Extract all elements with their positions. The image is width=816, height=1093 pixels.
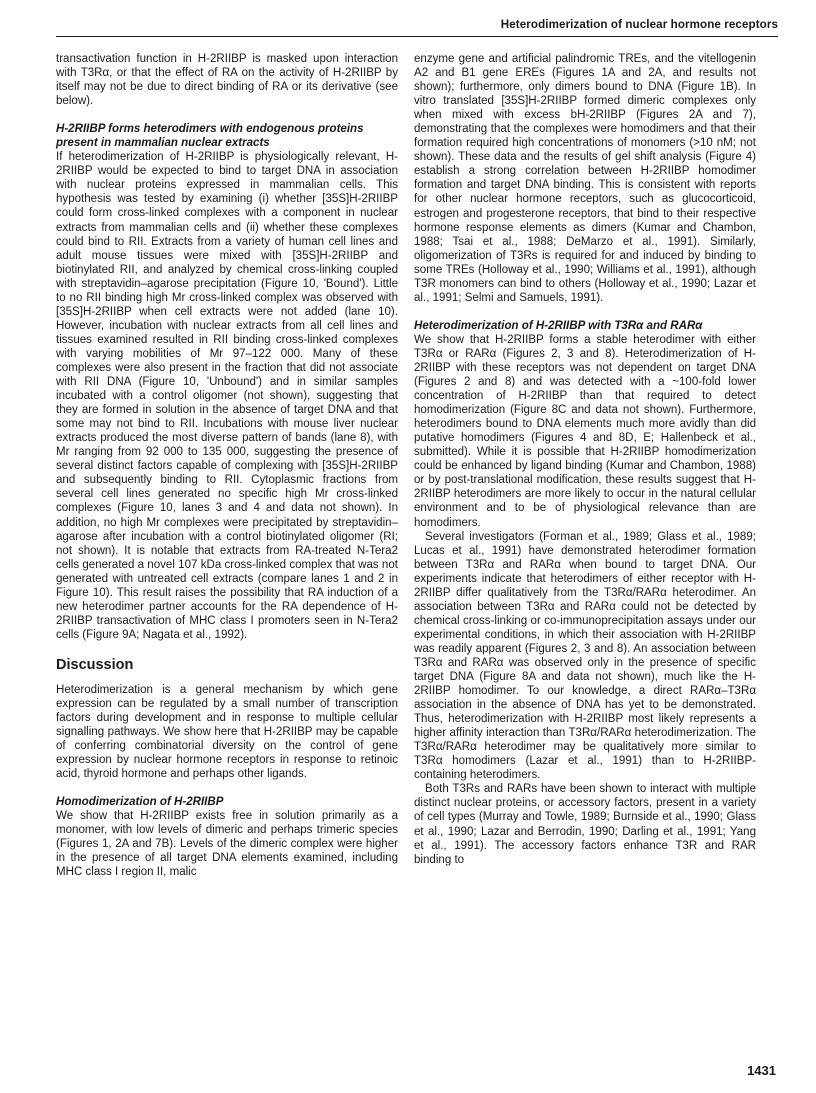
paragraph-intro: transactivation function in H-2RIIBP is masked upon interaction with T3Rα, or that the effect of RA on the activity of H-2RIIBP by itself may not be due to direct binding of RA or its derivative (see below). — [56, 53, 398, 108]
paragraph-discussion-1: Heterodimerization is a general mechanism by which gene expression can be regulated by a small number of transcription factors during development and in response to multiple cellular signalling pathways. We show here that H-2RIIBP may be capable of conferring combinatorial diversity on the control of gene expression by nuclear hormone receptors in response to retinoic acid, thyroid hormone and perhaps other ligands. — [56, 683, 398, 781]
paragraph-endogenous-1: If heterodimerization of H-2RIIBP is physiologically relevant, H-2RIIBP would be expected to bind to target DNA in association with nuclear proteins expressed in mammalian cells. This hypothesis was tested by examining (i) whether [35S]H-2RIIBP could form cross-linked complexes with a component in nuclear extracts from mammalian cells and (ii) whether these complexes could bind to RII. Extracts from a variety of human cell lines and adult mouse tissues were mixed with [35S]H-2RIIBP and biotinylated RII, and analyzed by chemical cross-linking coupled with streptavidin–agarose precipitation (Figure 10, 'Bound'). Little to no RII binding high Mr cross-linked complex was observed with [35S]H-2RIIBP when cell extracts were not added (lane 10). However, incubation with nuclear extracts from all cell lines and tissues examined resulted in RII binding cross-linked complexes with varying mobilities of Mr 97–122 000. Many of these complexes were also present in the fraction that did not associate with RII DNA (Figure 10, 'Unbound') and in similar samples incubated with a control oligomer (not shown), suggesting that they are formed in solution in the absence of target DNA and that some may not bind to RII. Incubations with mouse liver nuclear extracts produced the most diverse pattern of bands (lane 8), with Mr ranging from 92 000 to 135 000, suggesting the presence of several distinct factors capable of complexing with [35S]H-2RIIBP and subsequently binding to RII. Cytoplasmic fractions from several cell lines generated no specific high Mr cross-linked complexes (Figure 10, lanes 3 and 4 and data not shown). In addition, no high Mr complexes were precipitated by streptavidin–agarose after incubation with a control biotinylated oligomer (RI; not shown). It is notable that extracts from RA-treated N-Tera2 cells generated a novel 107 kDa cross-linked complex that was not generated with untreated cell extracts (compare lanes 1 and 2 in Figure 10). This result raises the possibility that RA induction of a new heterodimer partner accounts for the RA dependence of H-2RIIBP transactivation of MHC class I promoters seen in N-Tera2 cells (Figure 9A; Nagata et al., 1992). — [56, 151, 398, 641]
header-rule — [56, 14, 778, 37]
right-column — [414, 52, 756, 867]
paragraph-heterodimerization-1: We show that H-2RIIBP forms a stable heterodimer with either T3Rα or RARα (Figures 2, 3 and 8). Heterodimerization of H-2RIIBP with these receptors was not dependent on target DNA (Figures 2 and 8) and was detected with a ~100-fold lower concentration of H-2RIIBP than that required to detect homodimerization (Figure 8C and data not shown). Furthermore, heterodimers bound to DNA elements much more avidly than did putative homodimers (Figures 4 and 8D, E; Hallenbeck et al., submitted). While it is possible that H-2RIIBP homodimerization could be enhanced by ligand binding (Kumar and Chambon, 1988) or by post-translational modification, these results suggest that H-2RIIBP heterodimers are more likely to occur in the natural cellular environment and to be of physiological relevance than are homodimers. — [414, 333, 756, 529]
subheading-homodimerization: Homodimerization of H-2RIIBP — [56, 796, 224, 809]
running-head: Heterodimerization of nuclear hormone receptors — [500, 18, 778, 31]
paragraph-heterodimerization-2: Several investigators (Forman et al., 1989; Glass et al., 1989; Lucas et al., 1991) have demonstrated heterodimer formation between T3Rα and RARα when bound to target DNA. Our experiments indicate that heterodimers of either receptor with H-2RIIBP differ qualitatively from the T3Rα/RARα heterodimer. An association between T3Rα and RARα could not be detected by chemical cross-linking or co-immunoprecipitation assays under our experimental conditions, in which their association with H-2RIIBP was readily apparent (Figures 2, 3 and 8). An association between T3Rα and RARα was observed only in the presence of specific target DNA (Figure 8A and data not shown), much like the H-2RIIBP homodimer. To our knowledge, a direct RARα–T3Rα association in the absence of DNA has yet to be demonstrated. Thus, heterodimerization with H-2RIIBP most likely represents a higher affinity interaction than T3Rα/RARα heterodimerization. The T3Rα/RARα heterodimer may be qualitatively more similar to T3Rα homodimers (Lazar et al., 1991) than to H-2RIIBP-containing heterodimers. — [414, 530, 756, 782]
paragraph-homodimerization-1: We show that H-2RIIBP exists free in solution primarily as a monomer, with low levels of dimeric and perhaps trimeric species (Figures 1, 2A and 7B). Levels of the dimeric complex were higher in the presence of all target DNA elements examined, including MHC class I region II, malic — [56, 810, 398, 879]
paragraph-heterodimerization-3: Both T3Rs and RARs have been shown to interact with multiple distinct nuclear proteins, or accessory factors, present in a variety of cell types (Murray and Towle, 1989; Burnside et al., 1990; Glass et al., 1990; Lazar and Berrodin, 1990; Darling et al., 1991; Yang et al., 1991). The accessory factors enhance T3R and RAR binding to — [414, 783, 756, 866]
paragraph-homodimerization-continued: enzyme gene and artificial palindromic TREs, and the vitellogenin A2 and B1 gene EREs (Figures 1A and 2A, and results not shown); furthermore, only dimers bound to DNA (Figure 1B). In vitro translated [35S]H-2RIIBP formed dimeric complexes only when mixed with excess bH-2RIIBP (Figures 2A and 7), demonstrating that the complexes were homodimers and that their formation required high concentrations of monomers (>10 nM; not shown). These data and the results of gel shift analysis (Figure 4) establish a strong correlation between H-2RIIBP homodimer formation and target DNA binding. This is consistent with reports for other nuclear hormone receptors, such as glucocorticoid, estrogen and progesterone receptors, that bind to their respective hormone response elements as dimers (Kumar and Chambon, 1988; Tsai et al., 1988; DeMarzo et al., 1991). Similarly, oligomerization of T3Rs is required for and induced by binding to some TREs (Holloway et al., 1990; Williams et al., 1991), although T3R monomers can bind to others (Holloway et al., 1990; Lazar et al., 1991; Selmi and Samuels, 1991). — [414, 53, 756, 304]
left-column — [56, 52, 398, 880]
subheading-endogenous-proteins: H-2RIIBP forms heterodimers with endogenous proteins present in mammalian nuclear extracts — [56, 123, 364, 150]
section-heading-discussion: Discussion — [56, 656, 134, 673]
page-number: 1431 — [747, 1063, 776, 1078]
subheading-heterodimerization: Heterodimerization of H-2RIIBP with T3Rα and RARα — [414, 319, 703, 332]
